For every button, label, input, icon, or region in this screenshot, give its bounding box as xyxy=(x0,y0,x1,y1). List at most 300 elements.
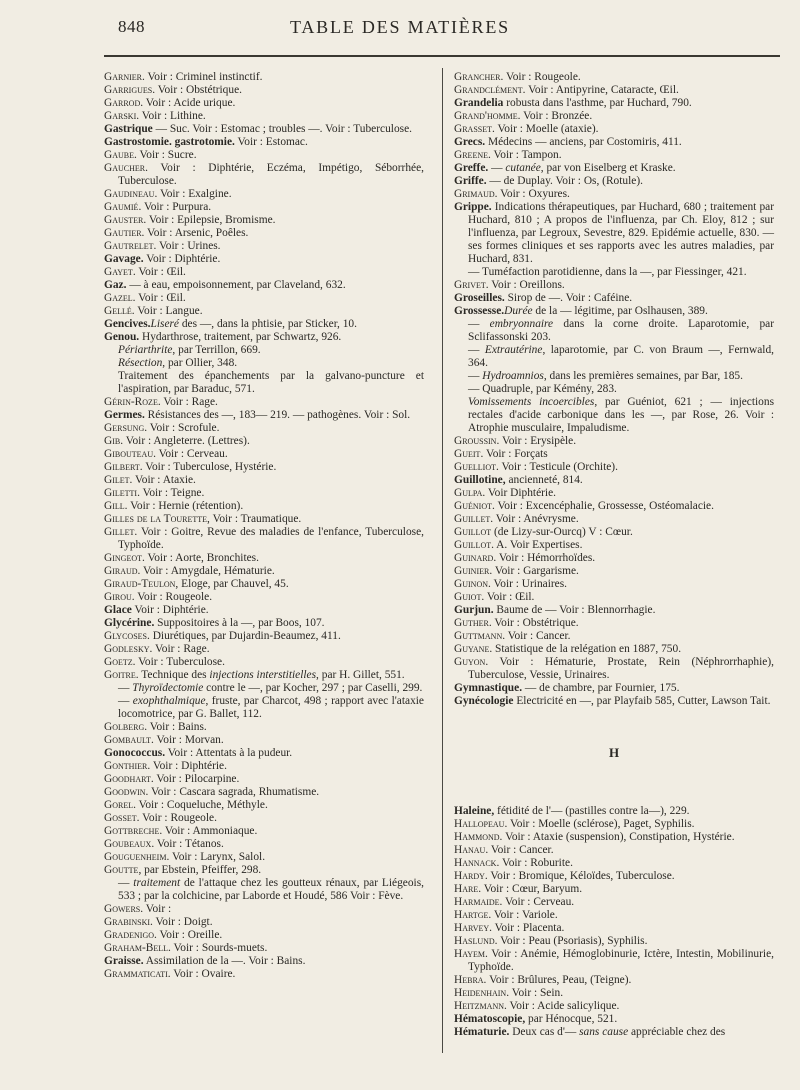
entry-text: Voir : Cascara sagrada, Rhumatisme. xyxy=(148,786,320,798)
entry-heading: Gibouteau. xyxy=(104,448,156,460)
entry-heading: Gouguenheim. xyxy=(104,851,170,863)
entry-text: Médecins — anciens, par Costomiris, 411. xyxy=(485,136,682,148)
entry-heading: Guinon. xyxy=(454,578,491,590)
index-entry xyxy=(104,227,424,240)
entry-text: Voir : Roburite. xyxy=(499,857,573,869)
index-entry xyxy=(454,604,774,617)
entry-text: Voir : Hernie (rétention). xyxy=(127,500,244,512)
entry-text: Voir : Langue. xyxy=(134,305,203,317)
entry-heading: Giletti. xyxy=(104,487,140,499)
entry-heading: Hallopeau. xyxy=(454,818,508,830)
entry-heading: Gaucher. xyxy=(104,162,148,174)
entry-text: Traitement des épanchements par la galvano-puncture et l'aspiration, par Baraduc, 571. xyxy=(118,370,424,395)
entry-text: Sirop de —. Voir : Caféine. xyxy=(504,292,633,304)
index-entry xyxy=(104,552,424,565)
entry-heading: Guelliot. xyxy=(454,461,499,473)
entry-heading: Grancher. xyxy=(454,71,504,83)
entry-text: Voir : Ataxie (suspension), Constipation, Hystérie. xyxy=(502,831,735,843)
entry-text: Voir : Oxyures. xyxy=(497,188,570,200)
entry-text: Voir : Rougeole. xyxy=(139,812,217,824)
entry-text: Voir : Moelle (sclérose), Paget, Syphilis. xyxy=(507,818,695,830)
index-entry xyxy=(454,831,774,844)
entry-text: Eloge, par Chauvel, 45. xyxy=(178,578,289,590)
entry-text: Voir : Epilepsie, Bromisme. xyxy=(146,214,276,226)
entry-heading: Garnier. xyxy=(104,71,145,83)
entry-text: Voir : Tuberculose, Hystérie. xyxy=(142,461,277,473)
entry-heading: Giraud. xyxy=(104,565,141,577)
index-entry xyxy=(104,916,424,929)
index-entry xyxy=(454,266,774,279)
entry-text: Voir : Attentats à la pudeur. xyxy=(165,747,293,759)
entry-heading: Guttmann. xyxy=(454,630,506,642)
index-entry xyxy=(104,617,424,630)
entry-heading: Gueit. xyxy=(454,448,484,460)
index-entry xyxy=(104,409,424,422)
entry-heading: Harvey. xyxy=(454,922,492,934)
index-entry xyxy=(454,974,774,987)
index-entry xyxy=(104,266,424,279)
entry-text: — xyxy=(118,682,133,694)
index-entry xyxy=(104,955,424,968)
entry-heading: Gombault. xyxy=(104,734,154,746)
entry-heading: Gastrique xyxy=(104,123,153,135)
entry-heading: Haslund. xyxy=(454,935,498,947)
page-number: 848 xyxy=(118,17,145,36)
entry-text: Voir : Angleterre. (Lettres). xyxy=(123,435,250,447)
entry-heading: Gastrostomie. gastrotomie. xyxy=(104,136,235,148)
entry-heading: Guinard. xyxy=(454,552,497,564)
entry-text: , par H. Gillet, 551. xyxy=(316,669,405,681)
entry-heading: Greffe. xyxy=(454,162,489,174)
entry-heading: Garrigues. xyxy=(104,84,156,96)
entry-heading: Gayet. xyxy=(104,266,136,278)
index-entry xyxy=(104,331,424,344)
entry-text: Voir : Diphtérie. xyxy=(150,760,227,772)
index-entry xyxy=(104,877,424,903)
index-entry xyxy=(454,513,774,526)
index-entry xyxy=(104,721,424,734)
index-entry xyxy=(104,591,424,604)
entry-heading: Giraud-Teulon, xyxy=(104,578,179,590)
entry-text: — de chambre, par Fournier, 175. xyxy=(522,682,680,694)
index-entry xyxy=(454,1013,774,1026)
entry-text: — xyxy=(468,370,483,382)
index-entry xyxy=(454,883,774,896)
entry-heading: Gymnastique. xyxy=(454,682,523,694)
column-divider xyxy=(442,68,443,1053)
index-entry xyxy=(104,214,424,227)
index-entry xyxy=(104,812,424,825)
entry-text: Voir : Morvan. xyxy=(153,734,224,746)
entry-text: — Tuméfaction parotidienne, dans la —, par Fiessinger, 421. xyxy=(468,266,747,278)
entry-heading: Groussin. xyxy=(454,435,500,447)
entry-heading: Gowers. xyxy=(104,903,144,915)
entry-heading: Hare. xyxy=(454,883,482,895)
entry-heading: Genou. xyxy=(104,331,140,343)
index-entry xyxy=(454,896,774,909)
entry-heading: Hématurie. xyxy=(454,1026,510,1038)
entry-text: Voir : Variole. xyxy=(491,909,558,921)
index-entry xyxy=(454,539,774,552)
index-entry xyxy=(454,383,774,396)
index-entry xyxy=(104,422,424,435)
entry-heading: Grabinski. xyxy=(104,916,153,928)
entry-text: Voir : Cœur, Baryum. xyxy=(481,883,583,895)
entry-text: Voir : Bromique, Kéloïdes, Tuberculose. xyxy=(487,870,675,882)
entry-heading: Goodhart. xyxy=(104,773,154,785)
index-entry xyxy=(104,656,424,669)
entry-text: Voir : Bains. xyxy=(147,721,207,733)
section-letter-heading: H xyxy=(608,745,620,760)
index-entry xyxy=(104,123,424,136)
entry-text: Voir : Purpura. xyxy=(141,201,212,213)
entry-text: Voir : Larynx, Salol. xyxy=(169,851,266,863)
entry-heading: Gautier. xyxy=(104,227,145,239)
entry-heading: Gurjun. xyxy=(454,604,494,616)
entry-heading: Gorel. xyxy=(104,799,136,811)
entry-text: — xyxy=(118,877,134,889)
index-entry xyxy=(104,149,424,162)
entry-text: Voir : Cancer. xyxy=(488,844,554,856)
entry-heading: Guillot xyxy=(454,526,492,538)
entry-text: Voir : Erysipèle. xyxy=(499,435,577,447)
index-column-right xyxy=(454,71,774,1039)
entry-heading: Gonococcus. xyxy=(104,747,166,759)
entry-text: Suppositoires à la —, par Boos, 107. xyxy=(154,617,325,629)
entry-heading: Gautrelet. xyxy=(104,240,157,252)
entry-text: Voir : Oreillons. xyxy=(488,279,565,291)
index-entry xyxy=(104,734,424,747)
entry-text: Voir : Ataxie. xyxy=(132,474,196,486)
entry-text: Voir : Gargarisme. xyxy=(492,565,579,577)
entry-text: par Hénocque, 521. xyxy=(525,1013,618,1025)
entry-heading: Gynécologie xyxy=(454,695,514,707)
entry-text: Voir : Coqueluche, Méthyle. xyxy=(135,799,268,811)
entry-text: contre le —, par Kocher, 297 ; par Caselli, 299. xyxy=(203,682,423,694)
entry-text: — à eau, empoisonnement, par Claveland, 632. xyxy=(126,279,346,291)
entry-text: Résistances des —, 183— 219. — pathogènes. Voir : Sol. xyxy=(144,409,411,421)
entry-heading: Gilet. xyxy=(104,474,133,486)
index-entry xyxy=(104,942,424,955)
index-entry xyxy=(454,591,774,604)
index-entry xyxy=(104,513,424,526)
entry-text: Voir : Tampon. xyxy=(490,149,562,161)
entry-heading: Hannack. xyxy=(454,857,500,869)
index-entry xyxy=(454,948,774,974)
entry-italic: traitement xyxy=(133,877,181,889)
entry-heading: Grivet. xyxy=(454,279,489,291)
entry-text: Voir : Diphtérie, Eczéma, Impétigo, Séborrhée, Tuberculose. xyxy=(118,162,424,187)
entry-italic: Résection xyxy=(118,357,163,369)
entry-heading: Glace xyxy=(104,604,132,616)
entry-text: Voir : Rougeole. xyxy=(503,71,581,83)
entry-italic: Liseré xyxy=(150,318,179,330)
entry-text: Voir : Oreille. xyxy=(156,929,223,941)
index-entry xyxy=(104,695,424,721)
entry-heading: Gingeot. xyxy=(104,552,145,564)
entry-heading: Grippe. xyxy=(454,201,492,213)
entry-heading: Haleine, xyxy=(454,805,495,817)
index-entry xyxy=(454,857,774,870)
entry-heading: Guther. xyxy=(454,617,492,629)
index-entry xyxy=(104,136,424,149)
entry-text: Hydarthrose, traitement, par Schwartz, 926. xyxy=(139,331,342,343)
entry-text: Voir : Estomac. xyxy=(234,136,308,148)
entry-text: Voir : Sein. xyxy=(509,987,564,999)
entry-heading: Greene. xyxy=(454,149,491,161)
entry-heading: Grimaud. xyxy=(454,188,498,200)
index-entry xyxy=(454,844,774,857)
index-entry xyxy=(104,292,424,305)
index-entry xyxy=(454,695,774,708)
index-entry xyxy=(104,851,424,864)
entry-heading: Guillotine, xyxy=(454,474,506,486)
entry-heading: Glycoses. xyxy=(104,630,150,642)
entry-heading: Guyane. xyxy=(454,643,493,655)
index-entry xyxy=(454,818,774,831)
entry-text: Voir : Goitre, Revue des maladies de l'enfance, Tuberculose, Typhoïde. xyxy=(118,526,424,551)
index-entry xyxy=(454,149,774,162)
entry-italic: Périarthrite xyxy=(118,344,173,356)
entry-text: A. Voir Expertises. xyxy=(493,539,583,551)
index-entry xyxy=(104,162,424,188)
index-entry xyxy=(104,318,424,331)
index-entry xyxy=(104,370,424,396)
index-entry xyxy=(104,929,424,942)
entry-text: Baume de — Voir : Blennorrhagie. xyxy=(493,604,656,616)
entry-text: Voir : Œil. xyxy=(135,266,186,278)
entry-heading: Hartge. xyxy=(454,909,492,921)
index-entry xyxy=(104,461,424,474)
entry-heading: Garski. xyxy=(104,110,140,122)
entry-text: Voir : Bronzée. xyxy=(520,110,593,122)
entry-heading: Grandclément. xyxy=(454,84,526,96)
entry-text: , laparotomie, par C. von Braum —, Fernwald, 364. xyxy=(468,344,774,369)
index-entry xyxy=(104,864,424,877)
index-entry xyxy=(454,435,774,448)
index-entry xyxy=(104,279,424,292)
index-entry xyxy=(454,1000,774,1013)
index-entry xyxy=(104,838,424,851)
entry-text: Voir : Ammoniaque. xyxy=(162,825,258,837)
entry-heading: Gérin-Roze. xyxy=(104,396,161,408)
index-entry xyxy=(454,1026,774,1039)
entry-text: Voir : Anémie, Hémoglobinurie, Ictère, Intestin, Mobilinurie, Typhoïde. xyxy=(468,948,774,973)
entry-text: Voir : xyxy=(143,903,172,915)
entry-text: par Ebstein, Pfeiffer, 298. xyxy=(141,864,262,876)
entry-heading: Hardy. xyxy=(454,870,488,882)
entry-text: Voir : Tuberculose. xyxy=(135,656,225,668)
index-entry xyxy=(104,526,424,552)
entry-text: Voir : Forçats xyxy=(483,448,548,460)
entry-text: Voir : Diphtérie. xyxy=(131,604,209,616)
entry-text: Voir : Scrofule. xyxy=(147,422,220,434)
entry-text: Voir : Antipyrine, Cataracte, Œil. xyxy=(525,84,679,96)
index-entry xyxy=(454,344,774,370)
entry-italic: injections interstitielles xyxy=(209,669,317,681)
entry-text: des —, dans la phtisie, par Sticker, 10. xyxy=(179,318,357,330)
entry-text: — xyxy=(468,344,485,356)
entry-heading: Grasset. xyxy=(454,123,495,135)
entry-text: Voir : Tétanos. xyxy=(154,838,224,850)
index-entry xyxy=(104,630,424,643)
entry-text: Voir : Peau (Psoriasis), Syphilis. xyxy=(497,935,648,947)
entry-heading: Guillot. xyxy=(454,539,494,551)
entry-text: appréciable chez des xyxy=(628,1026,726,1038)
entry-text: , par Terrillon, 669. xyxy=(172,344,261,356)
entry-text: ancienneté, 814. xyxy=(505,474,583,486)
entry-italic: cutanée xyxy=(505,162,541,174)
index-entry xyxy=(104,903,424,916)
index-entry xyxy=(454,201,774,266)
entry-text: Electricité en —, par Playfaib 585, Cutter, Lawson Tait. xyxy=(513,695,771,707)
index-entry xyxy=(454,617,774,630)
entry-text: Voir : Rage. xyxy=(160,396,218,408)
entry-heading: Gillet. xyxy=(104,526,138,538)
index-entry xyxy=(454,500,774,513)
index-entry xyxy=(454,565,774,578)
entry-text: Statistique de la relégation en 1887, 750. xyxy=(492,643,682,655)
index-entry xyxy=(454,188,774,201)
entry-text: fétidité de l'— (pastilles contre la—), 229. xyxy=(494,805,690,817)
entry-text: Deux cas d'— xyxy=(509,1026,580,1038)
entry-text: Voir : Exalgine. xyxy=(157,188,232,200)
entry-text: — Suc. Voir : Estomac ; troubles —. Voir : Tuberculose. xyxy=(152,123,412,135)
entry-text: Voir : Œil. xyxy=(484,591,535,603)
index-entry xyxy=(454,643,774,656)
entry-heading: Gib. xyxy=(104,435,124,447)
index-entry xyxy=(104,825,424,838)
index-entry xyxy=(454,526,774,539)
index-entry xyxy=(104,604,424,617)
entry-heading: Gulpa. xyxy=(454,487,486,499)
index-entry xyxy=(454,461,774,474)
index-entry xyxy=(104,305,424,318)
entry-text: , par von Eiselberg et Kraske. xyxy=(540,162,676,174)
index-entry xyxy=(104,682,424,695)
index-entry xyxy=(104,786,424,799)
index-entry xyxy=(104,500,424,513)
index-entry xyxy=(104,760,424,773)
index-entry xyxy=(454,987,774,1000)
entry-heading: Harmaide. xyxy=(454,896,503,908)
entry-italic: exophthalmique xyxy=(132,695,206,707)
entry-text: Voir : Cancer. xyxy=(505,630,571,642)
index-entry xyxy=(104,201,424,214)
index-entry xyxy=(104,968,424,981)
index-entry xyxy=(454,922,774,935)
entry-heading: Guéniot. xyxy=(454,500,495,512)
index-entry xyxy=(454,162,774,175)
index-entry xyxy=(454,396,774,435)
index-entry xyxy=(104,253,424,266)
index-entry xyxy=(454,292,774,305)
entry-heading: Gaube. xyxy=(104,149,137,161)
entry-heading: Gaumié. xyxy=(104,201,142,213)
entry-heading: Gaudineau. xyxy=(104,188,158,200)
index-column-left xyxy=(104,71,424,981)
entry-text: dans la corne droite. Laparotomie, par Sclifassonski 203. xyxy=(468,318,774,343)
index-entry xyxy=(104,396,424,409)
index-entry xyxy=(454,935,774,948)
entry-text: Voir : Doigt. xyxy=(152,916,213,928)
index-entry xyxy=(104,578,424,591)
entry-text: Voir : Lithine. xyxy=(139,110,206,122)
index-entry xyxy=(104,747,424,760)
entry-heading: Garrod. xyxy=(104,97,144,109)
index-entry xyxy=(454,97,774,110)
index-entry xyxy=(104,487,424,500)
header-rule xyxy=(104,55,780,57)
entry-text: Voir : Rougeole. xyxy=(134,591,213,603)
index-entry xyxy=(454,682,774,695)
entry-italic: Thyroïdectomie xyxy=(132,682,204,694)
entry-text: Voir : Moelle (ataxie). xyxy=(494,123,599,135)
entry-heading: Gauster. xyxy=(104,214,147,226)
entry-heading: Guyon. xyxy=(454,656,489,668)
entry-heading: Grand'homme. xyxy=(454,110,521,122)
entry-heading: Griffe. xyxy=(454,175,487,187)
index-entry xyxy=(454,279,774,292)
index-entry xyxy=(454,305,774,318)
entry-heading: Hanau. xyxy=(454,844,489,856)
index-entry xyxy=(104,435,424,448)
index-entry xyxy=(454,370,774,383)
entry-heading: Hayem. xyxy=(454,948,488,960)
index-entry xyxy=(104,773,424,786)
entry-italic: Vomissements incoercibles xyxy=(468,396,595,408)
entry-italic: sans cause xyxy=(579,1026,629,1038)
entry-text: — xyxy=(488,162,506,174)
entry-text: Voir : Urinaires. xyxy=(490,578,567,590)
index-entry xyxy=(454,909,774,922)
entry-text: Voir : Ovaire. xyxy=(170,968,236,980)
entry-text: Voir : Diphtérie. xyxy=(143,253,221,265)
entry-heading: Graham-Bell. xyxy=(104,942,171,954)
entry-text: Voir : Testicule (Orchite). xyxy=(498,461,618,473)
entry-text: de la — légitime, par Oslhausen, 389. xyxy=(532,305,708,317)
entry-heading: Gilles de la Tourette, xyxy=(104,513,210,525)
running-head: TABLE DES MATIÈRES xyxy=(290,17,510,37)
entry-text: Voir : Amygdale, Hématurie. xyxy=(140,565,275,577)
entry-text: Voir : Excencéphalie, Grossesse, Ostéomalacie. xyxy=(494,500,714,512)
entry-text: Voir : Cerveau. xyxy=(155,448,228,460)
index-entry xyxy=(454,84,774,97)
entry-heading: Godlesky. xyxy=(104,643,153,655)
entry-heading: Goetz. xyxy=(104,656,136,668)
entry-text: , fruste, par Charcot, 498 ; rapport avec l'ataxie locomotrice, par G. Ballet, 112. xyxy=(118,695,424,720)
index-entry xyxy=(104,344,424,357)
entry-text: de l'attaque chez les goutteux rénaux, par Liégeois, 533 ; par la colchicine, par Laborde et Houdé, 586 Voir : Fève. xyxy=(118,877,424,902)
index-entry xyxy=(454,318,774,344)
index-entry xyxy=(104,799,424,812)
entry-text: Voir : Hématurie, Prostate, Rein (Néphrorrhaphie), Tuberculose, Vessie, Urinaires. xyxy=(468,656,774,681)
entry-heading: Hebra. xyxy=(454,974,487,986)
entry-heading: Gencives. xyxy=(104,318,151,330)
entry-text: Voir : Sourds-muets. xyxy=(170,942,268,954)
entry-heading: Gaz. xyxy=(104,279,127,291)
entry-heading: Groseilles. xyxy=(454,292,505,304)
entry-heading: Gonthier. xyxy=(104,760,151,772)
entry-text: , par Ollier, 348. xyxy=(162,357,238,369)
entry-text: Technique des xyxy=(138,669,210,681)
entry-text: Diurétiques, par Dujardin-Beaumez, 411. xyxy=(149,630,341,642)
entry-heading: Gilbert. xyxy=(104,461,143,473)
entry-text: Voir : Obstétrique. xyxy=(155,84,242,96)
entry-heading: Goubeaux. xyxy=(104,838,155,850)
index-entry xyxy=(104,97,424,110)
entry-heading: Gazel. xyxy=(104,292,136,304)
